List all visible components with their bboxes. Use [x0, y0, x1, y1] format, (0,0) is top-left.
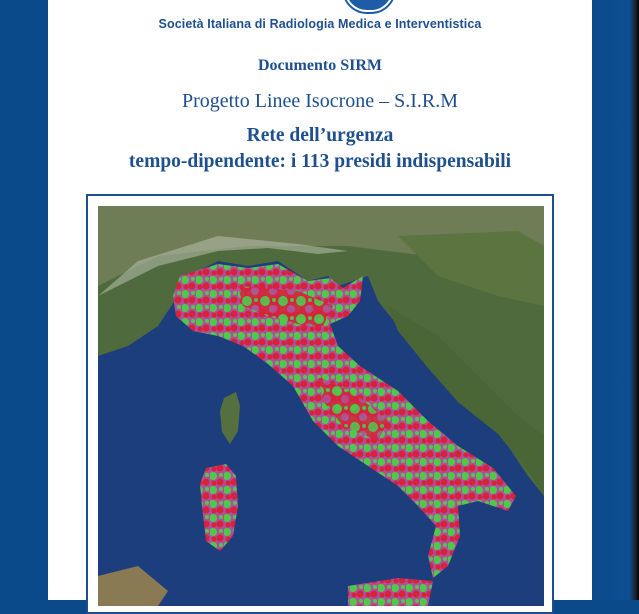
italy-isochrone-map: [98, 206, 544, 606]
document-label: Documento SIRM: [258, 57, 382, 74]
title-line-2: tempo-dipendente: i 113 presidi indispensabili: [128, 151, 512, 172]
satellite-map-svg: [98, 206, 544, 606]
sirm-logo: [344, 0, 394, 12]
document-title: [48, 123, 592, 175]
society-name: Società Italiana di Radiologia Medica e Interventistica: [158, 17, 482, 31]
window-frame-right: [592, 0, 639, 600]
map-frame: [86, 194, 554, 614]
title-line-1: Rete dell’urgenza: [246, 125, 394, 146]
project-title: Progetto Linee Isocrone – S.I.R.M: [181, 90, 459, 112]
document-page: [48, 0, 592, 600]
